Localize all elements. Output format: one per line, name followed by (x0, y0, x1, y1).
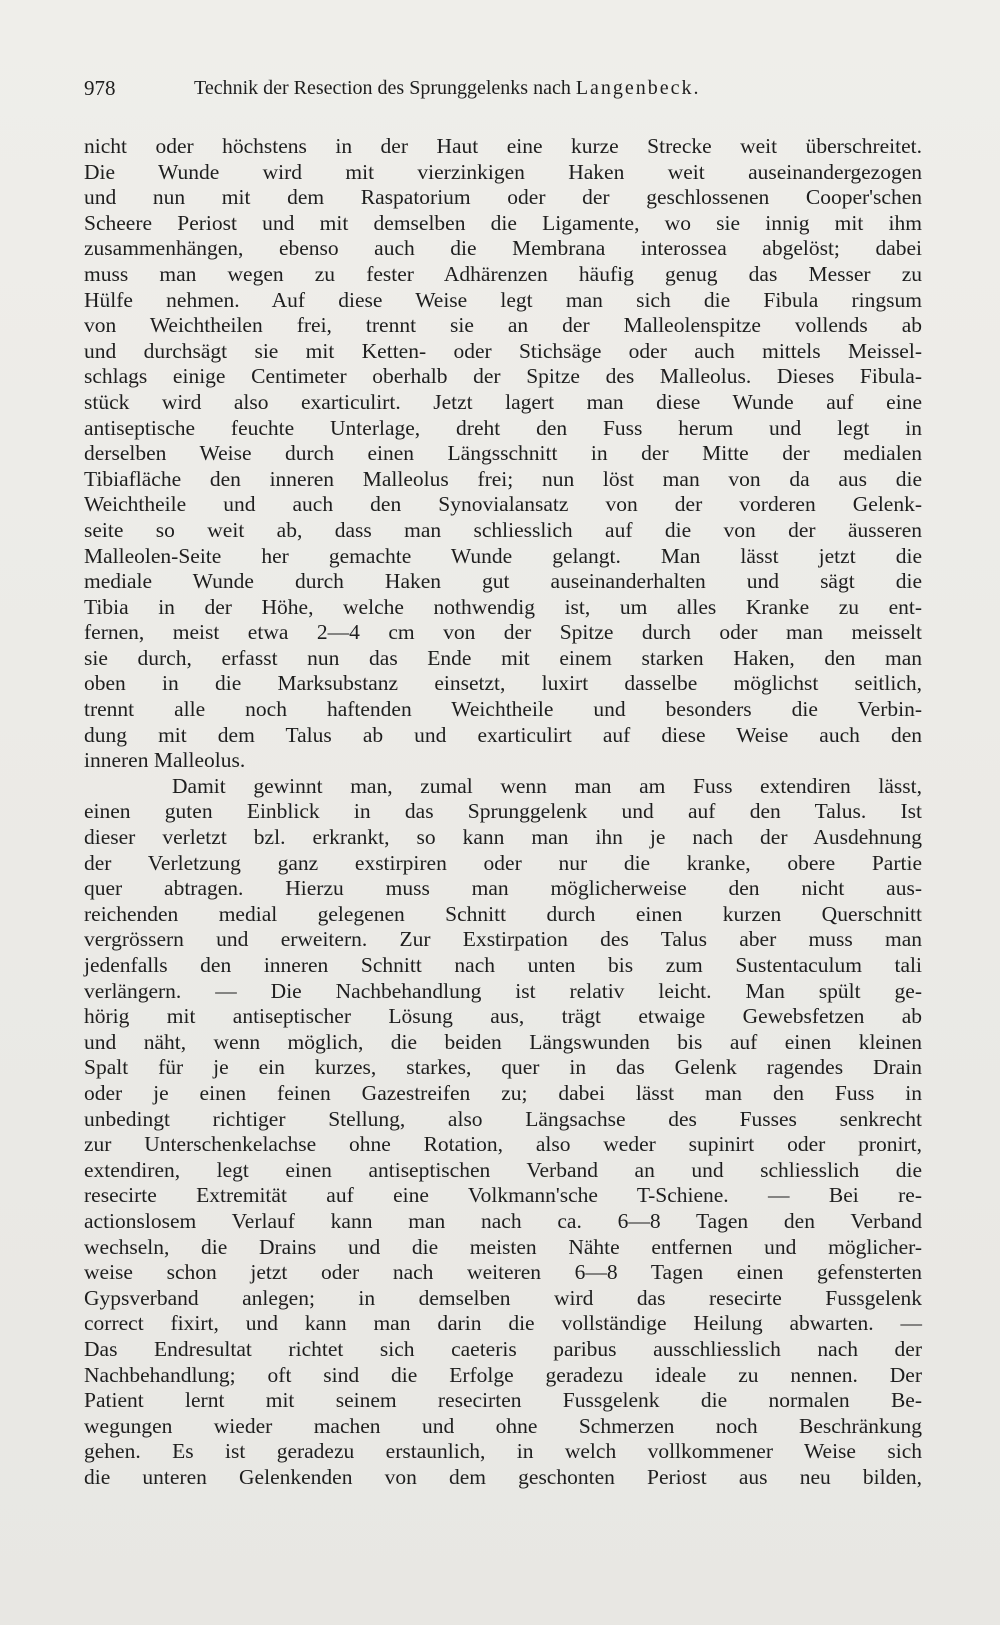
text-line: antiseptische feuchte Unterlage, dreht den Fuss herum und legt in (84, 415, 922, 440)
running-head (194, 74, 701, 102)
text-line: quer abtragen. Hierzu muss man möglicherweise den nicht aus- (84, 876, 922, 901)
text-line: actionslosem Verlauf kann man nach ca. 6—8 Tagen den Verband (84, 1208, 922, 1233)
text-line: Weichtheile und auch den Synovialansatz von der vorderen Gelenk- (84, 492, 922, 517)
text-line: vergrössern und erweitern. Zur Exstirpation des Talus aber muss man (84, 927, 922, 952)
text-line: extendiren, legt einen antiseptischen Verband an und schliesslich die (84, 1157, 922, 1182)
text-line: zur Unterschenkelachse ohne Rotation, also weder supinirt oder pronirt, (84, 1132, 922, 1157)
text-line: correct fixirt, und kann man darin die vollständige Heilung abwarten. — (84, 1311, 922, 1336)
text-line: Das Endresultat richtet sich caeteris paribus ausschliesslich nach der (84, 1336, 922, 1361)
text-line: einen guten Einblick in das Sprunggelenk und auf den Talus. Ist (84, 799, 922, 824)
text-line: nicht oder höchstens in der Haut eine kurze Strecke weit überschreitet. (84, 134, 922, 158)
text-line: die unteren Gelenkenden von dem geschonten Periost aus neu bilden, (84, 1464, 922, 1489)
text-line: Scheere Periost und mit demselben die Ligamente, wo sie innig mit ihm (84, 210, 922, 235)
body-text (84, 134, 922, 1490)
text-line: trennt alle noch haftenden Weichtheile und besonders die Verbin- (84, 697, 922, 722)
text-line: mediale Wunde durch Haken gut auseinanderhalten und sägt die (84, 569, 922, 594)
text-line: Hülfe nehmen. Auf diese Weise legt man sich die Fibula ringsum (84, 287, 922, 312)
text-line: von Weichtheilen frei, trennt sie an der Malleolenspitze vollends ab (84, 313, 922, 338)
text-line: dung mit dem Talus ab und exarticulirt auf diese Weise auch den (84, 722, 922, 747)
text-line: Malleolen-Seite her gemachte Wunde gelangt. Man lässt jetzt die (84, 543, 922, 568)
text-line: wechseln, die Drains und die meisten Nähte entfernen und möglicher- (84, 1234, 922, 1259)
text-line: unbedingt richtiger Stellung, also Längsachse des Fusses senkrecht (84, 1106, 922, 1131)
text-line: wegungen wieder machen und ohne Schmerzen noch Beschränkung (84, 1413, 922, 1438)
text-line: Die Wunde wird mit vierzinkigen Haken weit auseinandergezogen (84, 159, 922, 184)
text-line: weise schon jetzt oder nach weiteren 6—8 Tagen einen gefensterten (84, 1260, 922, 1285)
paragraph-end-line: inneren Malleolus. (84, 748, 246, 773)
text-line: schlags einige Centimeter oberhalb der Spitze des Malleolus. Dieses Fibula- (84, 364, 922, 389)
text-line: gehen. Es ist geradezu erstaunlich, in welch vollkommener Weise sich (84, 1439, 922, 1464)
text-line: sie durch, erfasst nun das Ende mit einem starken Haken, den man (84, 645, 922, 670)
text-line: Patient lernt mit seinem resecirten Fussgelenk die normalen Be- (84, 1388, 922, 1413)
running-head-author: Langenbeck. (575, 77, 701, 99)
text-line: fernen, meist etwa 2—4 cm von der Spitze durch oder man meisselt (84, 620, 922, 645)
text-line: oben in die Marksubstanz einsetzt, luxirt dasselbe möglichst seitlich, (84, 671, 922, 696)
text-line: der Verletzung ganz exstirpiren oder nur die kranke, obere Partie (84, 850, 922, 875)
text-line: dieser verletzt bzl. erkrankt, so kann man ihn je nach der Ausdehnung (84, 825, 922, 850)
text-line: und näht, wenn möglich, die beiden Längswunden bis auf einen kleinen (84, 1029, 922, 1054)
page-number: 978 (84, 76, 116, 100)
text-line: zusammenhängen, ebenso auch die Membrana interossea abgelöst; dabei (84, 236, 922, 261)
text-line: jedenfalls den inneren Schnitt nach unten bis zum Sustentaculum tali (84, 953, 922, 977)
text-line: oder je einen feinen Gazestreifen zu; dabei lässt man den Fuss in (84, 1080, 922, 1105)
page-header (84, 74, 914, 102)
text-line: stück wird also exarticulirt. Jetzt lagert man diese Wunde auf eine (84, 389, 922, 414)
text-line: seite so weit ab, dass man schliesslich auf die von der äusseren (84, 517, 922, 542)
text-line: derselben Weise durch einen Längsschnitt in der Mitte der medialen (84, 441, 922, 466)
text-line: Gypsverband anlegen; in demselben wird das resecirte Fussgelenk (84, 1285, 922, 1310)
text-line: reichenden medial gelegenen Schnitt durch einen kurzen Querschnitt (84, 901, 922, 926)
text-line: Tibia in der Höhe, welche nothwendig ist, um alles Kranke zu ent- (84, 594, 922, 619)
text-line: und durchsägt sie mit Ketten- oder Stichsäge oder auch mittels Meissel- (84, 338, 922, 363)
text-line: und nun mit dem Raspatorium oder der geschlossenen Cooper'schen (84, 185, 922, 210)
text-line: Spalt für je ein kurzes, starkes, quer in das Gelenk ragendes Drain (84, 1055, 922, 1080)
text-line: verlängern. — Die Nachbehandlung ist relativ leicht. Man spült ge- (84, 978, 922, 1003)
text-line: Tibiafläche den inneren Malleolus frei; nun löst man von da aus die (84, 466, 922, 491)
text-line: resecirte Extremität auf eine Volkmann'sche T-Schiene. — Bei re- (84, 1183, 922, 1208)
running-head-title: Technik der Resection des Sprunggelenks nach (194, 77, 576, 99)
paragraph-start-line: Damit gewinnt man, zumal wenn man am Fuss extendiren lässt, (172, 773, 922, 798)
text-line: hörig mit antiseptischer Lösung aus, trägt etwaige Gewebsfetzen ab (84, 1004, 922, 1029)
text-line: muss man wegen zu fester Adhärenzen häufig genug das Messer zu (84, 261, 922, 286)
text-line: Nachbehandlung; oft sind die Erfolge geradezu ideale zu nennen. Der (84, 1362, 922, 1387)
